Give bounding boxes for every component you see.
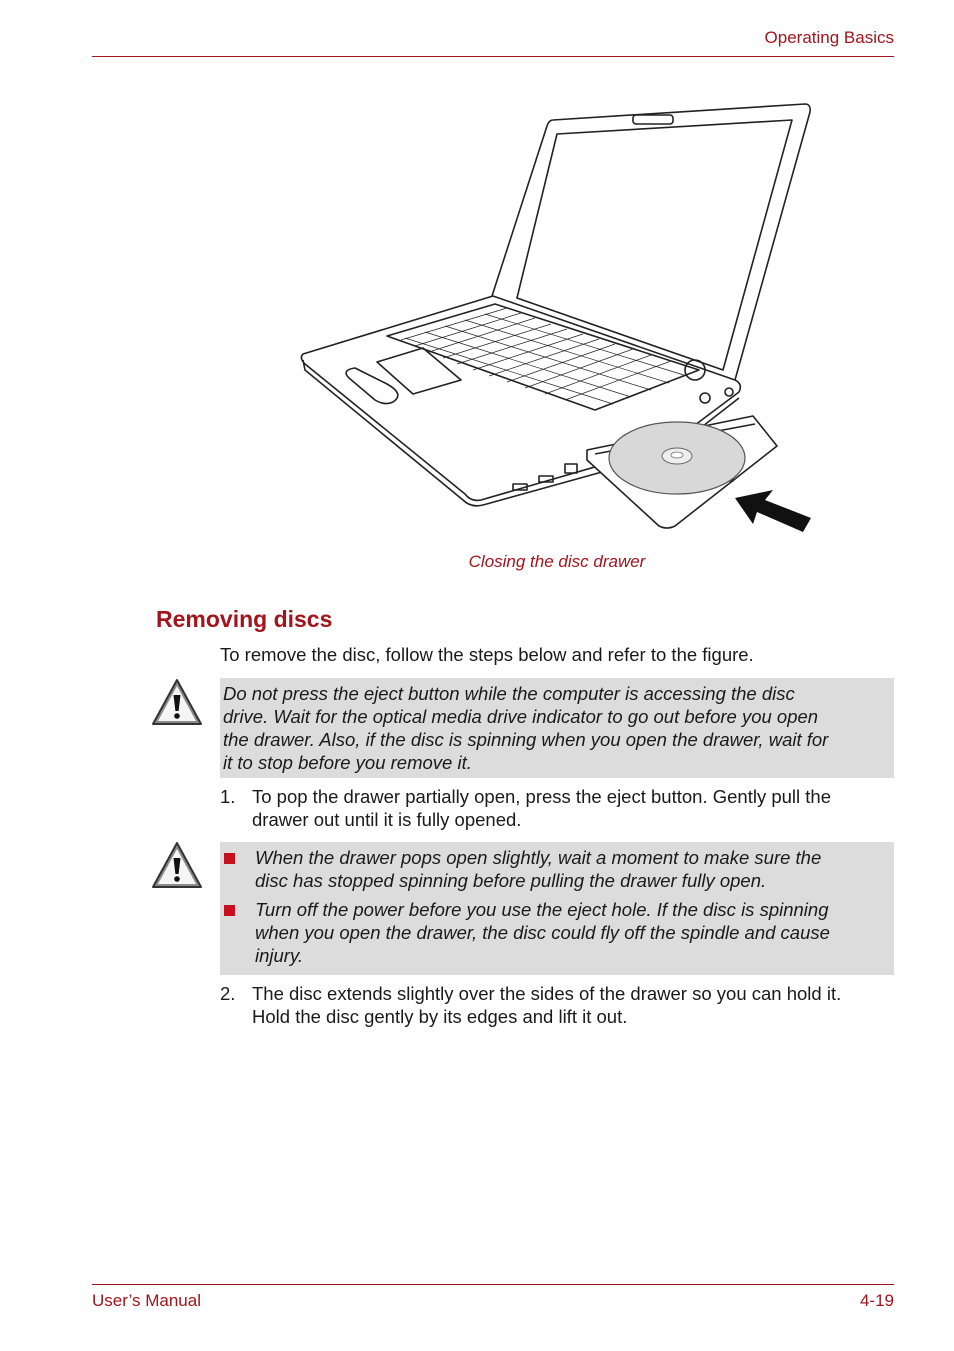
step-number: 1.	[220, 786, 236, 807]
section-heading: Removing discs	[156, 606, 333, 632]
intro-paragraph: To remove the disc, follow the steps below and refer to the figure.	[220, 644, 754, 665]
step-line: drawer out until it is fully opened.	[252, 809, 522, 830]
running-header: Operating Basics	[764, 28, 894, 47]
bullet-marker	[224, 905, 235, 916]
note-box-drawer-warnings	[220, 842, 894, 975]
figure-caption: Closing the disc drawer	[468, 552, 646, 571]
step-line: To pop the drawer partially open, press the eject button. Gently pull the	[252, 786, 831, 807]
note-line: it to stop before you remove it.	[223, 752, 472, 773]
note-line: drive. Wait for the optical media drive indicator to go out before you open	[223, 706, 819, 727]
step-line: Hold the disc gently by its edges and lift it out.	[252, 1006, 628, 1027]
bullet-item	[220, 898, 890, 967]
bullet-line: when you open the drawer, the disc could fly off the spindle and cause	[255, 922, 830, 943]
step-line: The disc extends slightly over the sides of the drawer so you can hold it.	[252, 983, 842, 1004]
bullet-marker	[224, 853, 235, 864]
warning-icon	[150, 677, 204, 731]
step-number: 2.	[220, 983, 236, 1004]
bullet-line: When the drawer pops open slightly, wait a moment to make sure the	[255, 847, 822, 868]
footer-rule	[92, 1284, 894, 1285]
bullet-line: disc has stopped spinning before pulling the drawer fully open.	[255, 870, 767, 891]
note-line: Do not press the eject button while the computer is accessing the disc	[223, 683, 795, 704]
note-box-eject-warning	[220, 678, 894, 778]
page-number: 4-19	[859, 1291, 894, 1310]
header-rule	[92, 56, 894, 57]
bullet-line: injury.	[255, 945, 303, 966]
note-line: the drawer. Also, if the disc is spinning when you open the drawer, wait for	[223, 729, 829, 750]
laptop-disc-drawer-illustration	[295, 98, 825, 538]
step-1	[220, 785, 900, 831]
bullet-line: Turn off the power before you use the eject hole. If the disc is spinning	[255, 899, 829, 920]
step-2	[220, 982, 900, 1028]
bullet-item	[220, 846, 890, 892]
footer-manual-title: User’s Manual	[92, 1291, 201, 1310]
warning-icon	[150, 840, 204, 894]
